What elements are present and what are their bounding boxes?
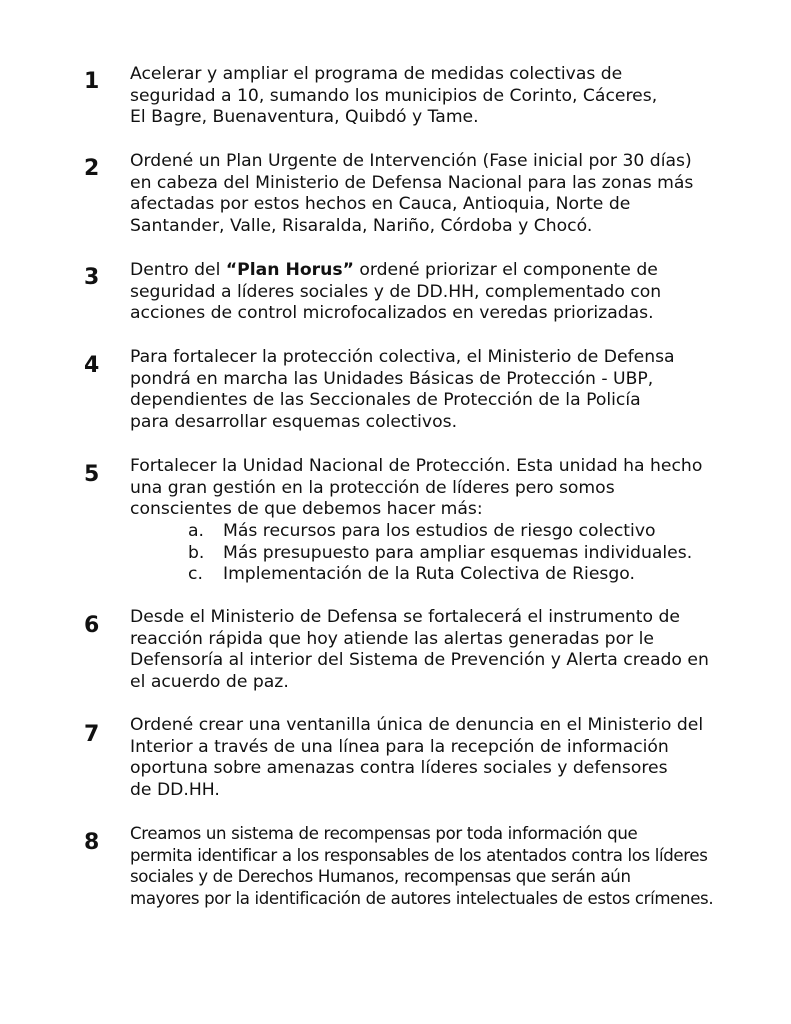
- text-line: en cabeza del Ministerio de Defensa Nacional para las zonas más: [130, 172, 694, 193]
- text-line: Ordené un Plan Urgente de Intervención (Fase inicial por 30 días): [130, 151, 692, 171]
- item-number: 4: [84, 353, 100, 378]
- text-line: El Bagre, Buenaventura, Quibdó y Tame.: [130, 107, 479, 128]
- item-text: [130, 151, 770, 238]
- text-line: seguridad a 10, sumando los municipios de Corinto, Cáceres,: [130, 85, 658, 106]
- plan-horus-emphasis: “Plan Horus”: [225, 260, 354, 280]
- text-line: Acelerar y ampliar el programa de medidas colectivas de: [130, 64, 623, 84]
- item-number: 1: [84, 69, 100, 94]
- text-line: [130, 260, 770, 282]
- text-line: Desde el Ministerio de Defensa se fortalecerá el instrumento de: [130, 607, 680, 627]
- text-run: ordené priorizar el componente de: [353, 260, 658, 280]
- text-line: el acuerdo de paz.: [130, 672, 289, 693]
- text-line: afectadas por estos hechos en Cauca, Antioquia, Norte de: [130, 194, 631, 215]
- item-text: [130, 715, 770, 802]
- text-line: pondrá en marcha las Unidades Básicas de Protección - UBP,: [130, 368, 654, 389]
- text-line: Para fortalecer la protección colectiva, el Ministerio de Defensa: [130, 347, 675, 367]
- text-line: oportuna sobre amenazas contra líderes sociales y defensores: [130, 758, 668, 779]
- item-number: 6: [84, 613, 100, 638]
- sub-item-letter: a.: [188, 521, 204, 542]
- text-line: Defensoría al interior del Sistema de Prevención y Alerta creado en: [130, 650, 709, 671]
- item-text: [130, 347, 770, 434]
- text-line: Interior a través de una línea para la recepción de información: [130, 736, 669, 757]
- text-line: Fortalecer la Unidad Nacional de Protección. Esta unidad ha hecho: [130, 456, 703, 476]
- text-line: una gran gestión en la protección de líderes pero somos: [130, 477, 615, 498]
- item-text: [130, 823, 770, 910]
- text-line: conscientes de que debemos hacer más:: [130, 499, 483, 520]
- item-number: 3: [84, 265, 100, 290]
- sub-item-text: Implementación de la Ruta Colectiva de Riesgo.: [223, 564, 635, 585]
- text-run: Dentro del: [130, 260, 226, 280]
- text-line: seguridad a líderes sociales y de DD.HH, complementado con: [130, 281, 662, 302]
- sub-list-item-a: [130, 521, 770, 543]
- text-line: de DD.HH.: [130, 780, 220, 801]
- sub-item-text: Más recursos para los estudios de riesgo colectivo: [223, 521, 656, 542]
- sub-item-text: Más presupuesto para ampliar esquemas individuales.: [223, 542, 693, 563]
- item-text: [130, 456, 770, 586]
- text-line: Ordené crear una ventanilla única de denuncia en el Ministerio del: [130, 715, 704, 735]
- item-text: [130, 607, 770, 694]
- text-line: acciones de control microfocalizados en veredas priorizadas.: [130, 303, 654, 324]
- text-line: Creamos un sistema de recompensas por toda información que: [130, 824, 638, 843]
- item-text: [130, 64, 770, 129]
- text-line: para desarrollar esquemas colectivos.: [130, 412, 458, 433]
- text-line: permita identificar a los responsables de los atentados contra los líderes: [130, 845, 708, 865]
- item-number: 2: [84, 156, 100, 181]
- sub-item-letter: b.: [188, 542, 205, 563]
- text-line: mayores por la identificación de autores intelectuales de estos crímenes.: [130, 889, 714, 909]
- text-line: sociales y de Derechos Humanos, recompensas que serán aún: [130, 867, 631, 887]
- item-number: 8: [84, 830, 100, 855]
- text-line: dependientes de las Seccionales de Protección de la Policía: [130, 390, 641, 411]
- item-number: 5: [84, 462, 100, 487]
- item-text: [130, 260, 770, 325]
- sub-list-item-c: [130, 564, 770, 586]
- text-line: Santander, Valle, Risaralda, Nariño, Córdoba y Chocó.: [130, 216, 593, 237]
- sub-item-letter: c.: [188, 564, 203, 585]
- sub-list-item-b: [130, 543, 770, 565]
- item-number: 7: [84, 722, 100, 747]
- text-line: reacción rápida que hoy atiende las alertas generadas por le: [130, 628, 654, 649]
